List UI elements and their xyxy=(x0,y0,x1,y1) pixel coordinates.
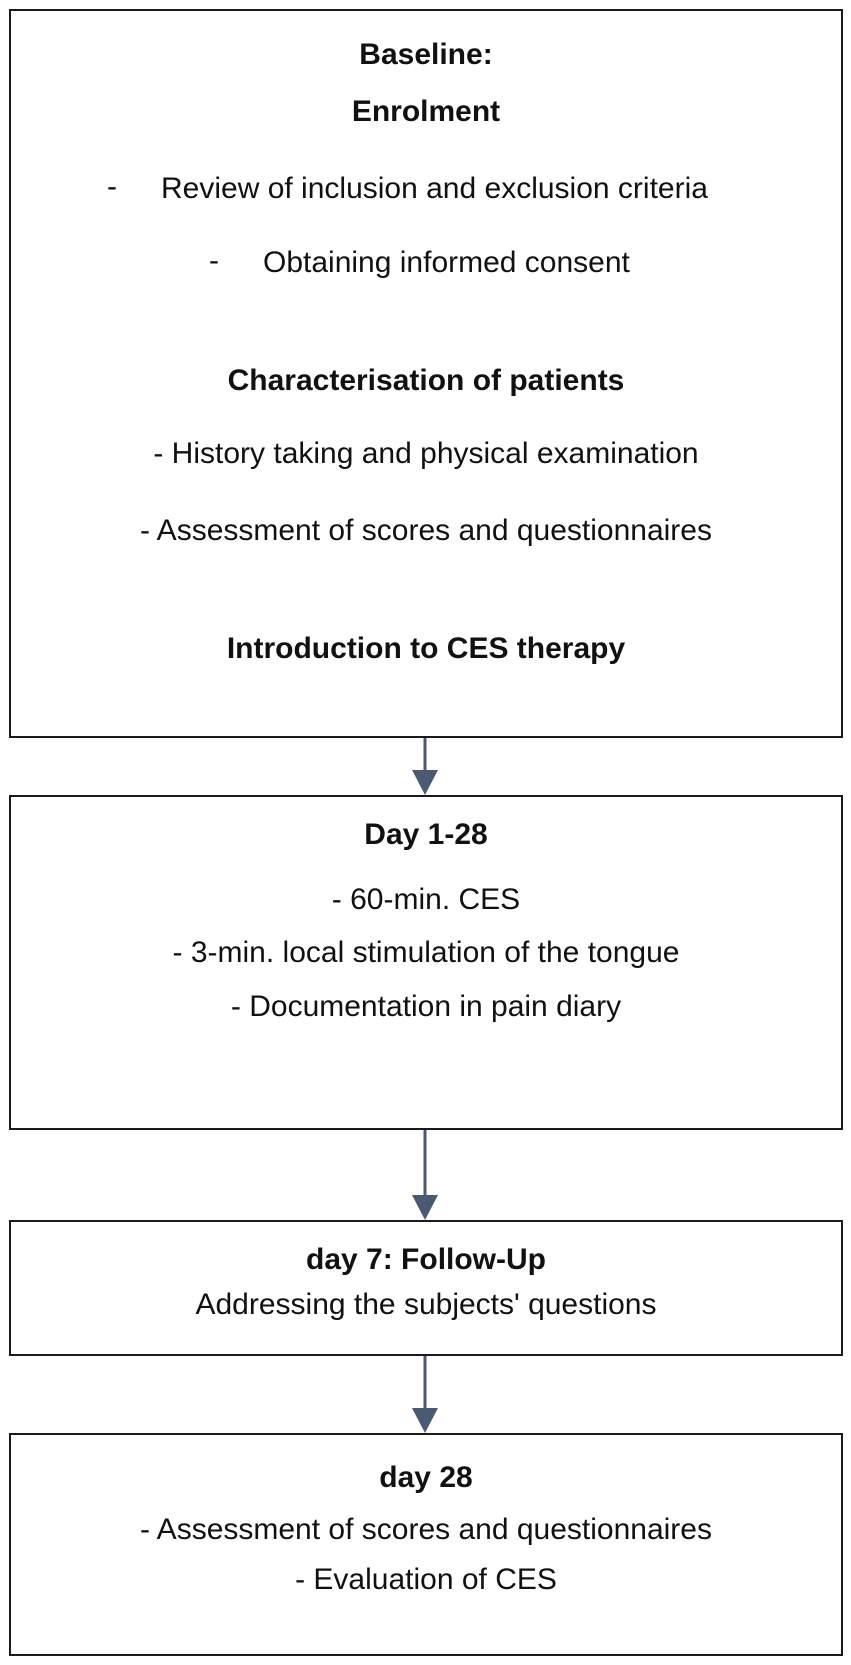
enrolment-bullet-1: - xyxy=(107,170,117,203)
baseline-box xyxy=(9,9,843,738)
arrow-baseline-to-day1-28 xyxy=(412,738,438,795)
characterisation-item-1: - History taking and physical examination xyxy=(153,437,699,470)
day28-title: day 28 xyxy=(379,1461,473,1494)
day28-item-2: - Evaluation of CES xyxy=(295,1563,557,1596)
characterisation-item-2: - Assessment of scores and questionnaires xyxy=(140,514,712,547)
enrolment-item-1: Review of inclusion and exclusion criteria xyxy=(161,172,708,205)
day28-box xyxy=(9,1433,843,1656)
enrolment-bullet-2: - xyxy=(209,244,219,277)
day1-28-title: Day 1-28 xyxy=(364,818,488,851)
day1-28-item-1: - 60-min. CES xyxy=(331,883,521,916)
day1-28-item-3: - Documentation in pain diary xyxy=(230,990,622,1023)
day7-title: day 7: Follow-Up xyxy=(306,1243,546,1276)
baseline-title: Baseline: xyxy=(359,38,493,71)
day1-28-box xyxy=(9,795,843,1130)
characterisation-heading: Characterisation of patients xyxy=(227,364,625,397)
day7-box xyxy=(9,1220,843,1356)
enrolment-heading: Enrolment xyxy=(351,95,501,128)
introduction-heading: Introduction to CES therapy xyxy=(226,632,626,665)
arrow-day7-to-day28 xyxy=(412,1356,438,1433)
arrow-day1-28-to-day7 xyxy=(412,1130,438,1220)
day1-28-item-2: - 3-min. local stimulation of the tongue xyxy=(172,936,680,969)
day7-text: Addressing the subjects' questions xyxy=(195,1288,657,1321)
day28-item-1: - Assessment of scores and questionnaires xyxy=(140,1513,712,1546)
enrolment-item-2: Obtaining informed consent xyxy=(263,246,630,279)
